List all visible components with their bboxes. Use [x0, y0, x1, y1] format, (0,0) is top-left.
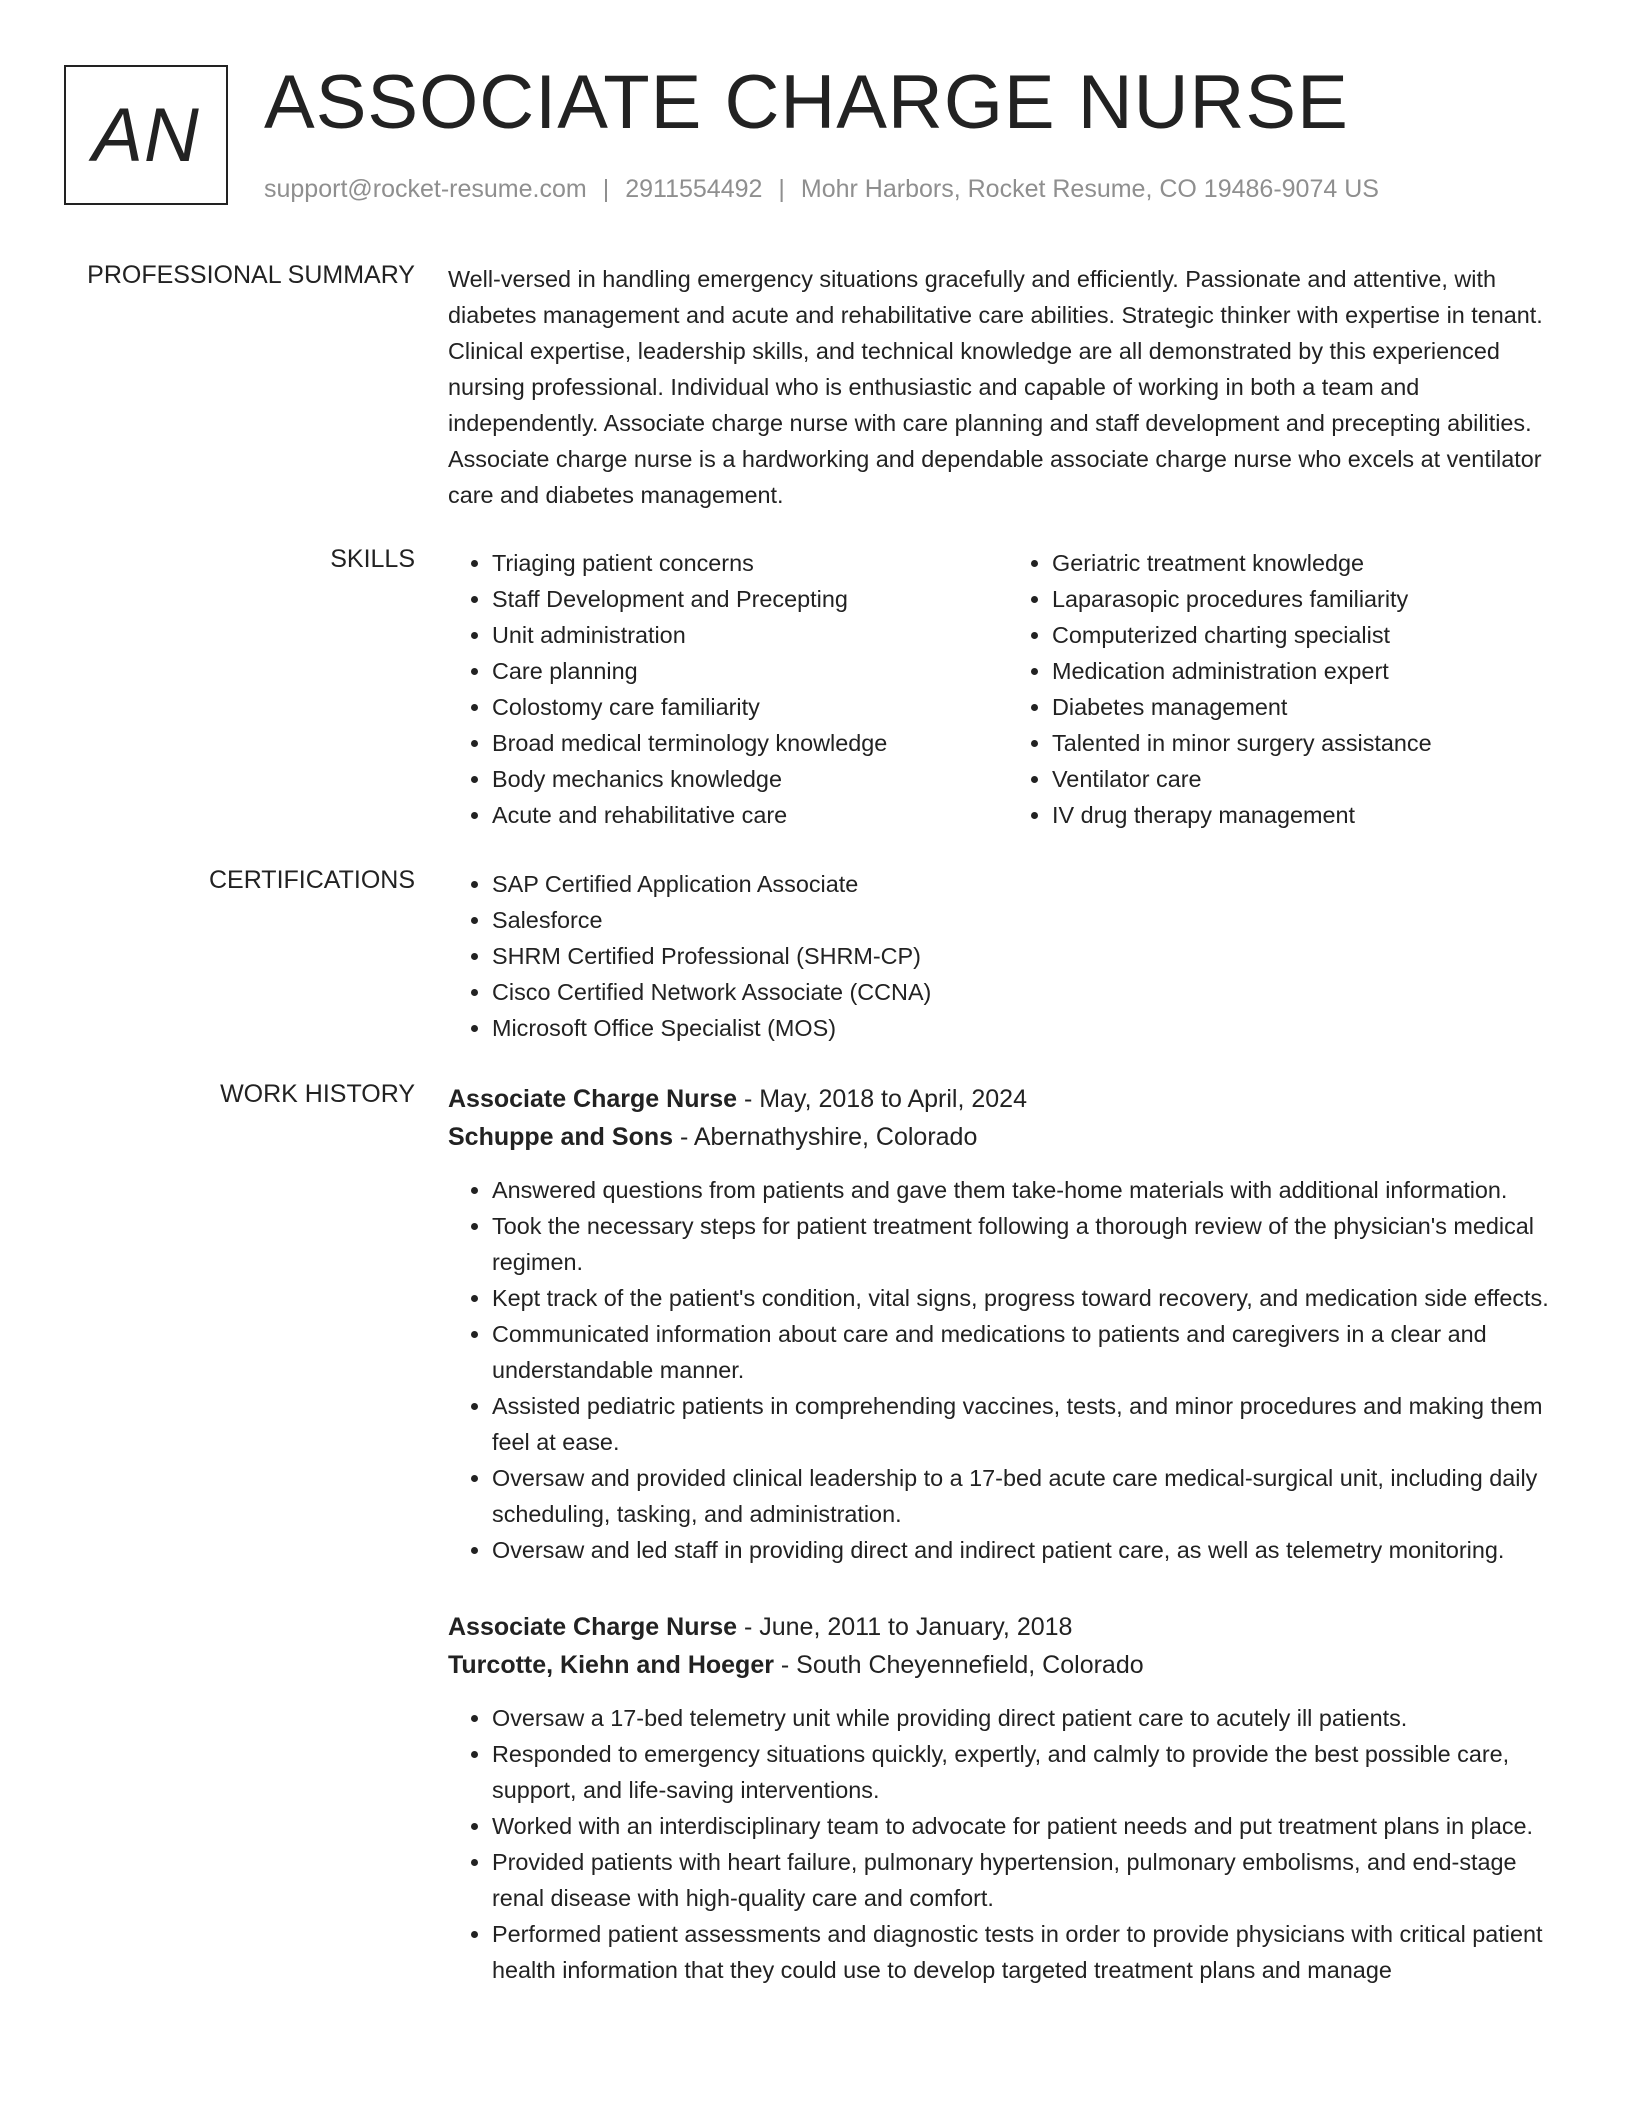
- job-title: Associate Charge Nurse: [448, 1085, 738, 1113]
- job-bullet: • Responded to emergency situations quickly, expertly, and calmly to provide the best possible care, support, and life-saving interventions.: [492, 1736, 1568, 1808]
- skill-item: • Geriatric treatment knowledge: [1052, 545, 1568, 581]
- job-bullet: • Took the necessary steps for patient treatment following a thorough review of the physician's medical regimen.: [492, 1208, 1568, 1280]
- skill-item: • Diabetes management: [1052, 689, 1568, 725]
- job-bullets: [448, 1700, 1568, 1988]
- skill-item: • IV drug therapy management: [1052, 797, 1568, 833]
- job-bullet: • Oversaw and provided clinical leadership to a 17-bed acute care medical-surgical unit, including daily scheduling, tasking, and administration.: [492, 1460, 1568, 1532]
- skills-heading: SKILLS: [330, 545, 415, 573]
- summary-heading: PROFESSIONAL SUMMARY: [87, 261, 415, 289]
- skill-item: • Computerized charting specialist: [1052, 617, 1568, 653]
- skill-item: • Staff Development and Precepting: [492, 581, 1008, 617]
- certification-item: • Salesforce: [492, 902, 1568, 938]
- certifications-heading: CERTIFICATIONS: [208, 866, 415, 894]
- contact-separator: |: [778, 175, 785, 203]
- job-entry: [448, 1608, 1568, 1988]
- certification-item: • Microsoft Office Specialist (MOS): [492, 1010, 1568, 1046]
- job-company-line: [448, 1646, 1568, 1684]
- skill-item: • Unit administration: [492, 617, 1008, 653]
- job-title-line: [448, 1080, 1568, 1118]
- resume-header: [64, 60, 1584, 215]
- contact-line: [264, 175, 1379, 204]
- job-location: - South Cheyennefield, Colorado: [773, 1651, 1144, 1679]
- job-bullet: • Oversaw and led staff in providing direct and indirect patient care, as well as telemetry monitoring.: [492, 1532, 1568, 1568]
- job-dates: - June, 2011 to January, 2018: [737, 1613, 1073, 1641]
- certification-item: • SHRM Certified Professional (SHRM-CP): [492, 938, 1568, 974]
- skills-list-left: [448, 545, 1008, 833]
- skill-item: • Laparasopic procedures familiarity: [1052, 581, 1568, 617]
- job-bullet: • Assisted pediatric patients in comprehending vaccines, tests, and minor procedures and making them feel at ease.: [492, 1388, 1568, 1460]
- skill-item: • Triaging patient concerns: [492, 545, 1008, 581]
- skill-item: • Broad medical terminology knowledge: [492, 725, 1008, 761]
- job-dates: - May, 2018 to April, 2024: [737, 1085, 1027, 1113]
- job-title: Associate Charge Nurse: [448, 1613, 738, 1641]
- work-history-heading: WORK HISTORY: [220, 1080, 415, 1108]
- job-bullet: • Provided patients with heart failure, pulmonary hypertension, pulmonary embolisms, and end-stage renal disease with high-quality care and comfort.: [492, 1844, 1568, 1916]
- skills-columns: [448, 545, 1568, 833]
- contact-address: Mohr Harbors, Rocket Resume, CO 19486-9074 US: [800, 175, 1379, 203]
- summary-text: Well-versed in handling emergency situations gracefully and efficiently. Passionate and attentive, with diabetes management and acute and rehabilitative care abilities. Strategic thinker with expertise in tenant. Clinical expertise, leadership skills, and technical knowledge are all demonstrated by this experienced nursing professional. Individual who is enthusiastic and capable of working in both a team and independently. Associate charge nurse with care planning and staff development and precepting abilities. Associate charge nurse is a hardworking and dependable associate charge nurse who excels at ventilator care and diabetes management.: [448, 266, 1543, 508]
- job-title-line: [448, 1608, 1568, 1646]
- skill-item: • Body mechanics knowledge: [492, 761, 1008, 797]
- monogram-badge: AN: [64, 65, 228, 205]
- job-bullet: • Answered questions from patients and gave them take-home materials with additional information.: [492, 1172, 1568, 1208]
- job-bullet: • Kept track of the patient's condition, vital signs, progress toward recovery, and medication side effects.: [492, 1280, 1568, 1316]
- job-bullet: • Worked with an interdisciplinary team to advocate for patient needs and put treatment plans in place.: [492, 1808, 1568, 1844]
- work-history-body: [448, 1080, 1568, 2004]
- certifications-body: [448, 866, 1568, 1046]
- job-bullet: • Oversaw a 17-bed telemetry unit while providing direct patient care to acutely ill patients.: [492, 1700, 1568, 1736]
- job-bullets: [448, 1172, 1568, 1568]
- resume-name: ASSOCIATE CHARGE NURSE: [264, 60, 1349, 145]
- job-bullet: • Performed patient assessments and diagnostic tests in order to provide physicians with critical patient health information that they could use to develop targeted treatment plans and manage: [492, 1916, 1568, 1988]
- skills-list-right: [1008, 545, 1568, 833]
- job-bullet: • Communicated information about care and medications to patients and caregivers in a clear and understandable manner.: [492, 1316, 1568, 1388]
- skill-item: • Care planning: [492, 653, 1008, 689]
- certification-item: • Cisco Certified Network Associate (CCNA): [492, 974, 1568, 1010]
- job-company-line: [448, 1118, 1568, 1156]
- job-company: Schuppe and Sons: [448, 1123, 674, 1151]
- skill-item: • Colostomy care familiarity: [492, 689, 1008, 725]
- skill-item: • Acute and rehabilitative care: [492, 797, 1008, 833]
- skill-item: • Medication administration expert: [1052, 653, 1568, 689]
- job-entry: [448, 1080, 1568, 1568]
- contact-email[interactable]: support@rocket-resume.com: [264, 175, 587, 203]
- job-location: - Abernathyshire, Colorado: [673, 1123, 978, 1151]
- contact-separator: |: [602, 175, 610, 203]
- skill-item: • Talented in minor surgery assistance: [1052, 725, 1568, 761]
- certification-item: • SAP Certified Application Associate: [492, 866, 1568, 902]
- contact-phone[interactable]: 2911554492: [625, 175, 763, 203]
- skill-item: • Ventilator care: [1052, 761, 1568, 797]
- job-company: Turcotte, Kiehn and Hoeger: [448, 1651, 774, 1679]
- certifications-list: [448, 866, 1568, 1046]
